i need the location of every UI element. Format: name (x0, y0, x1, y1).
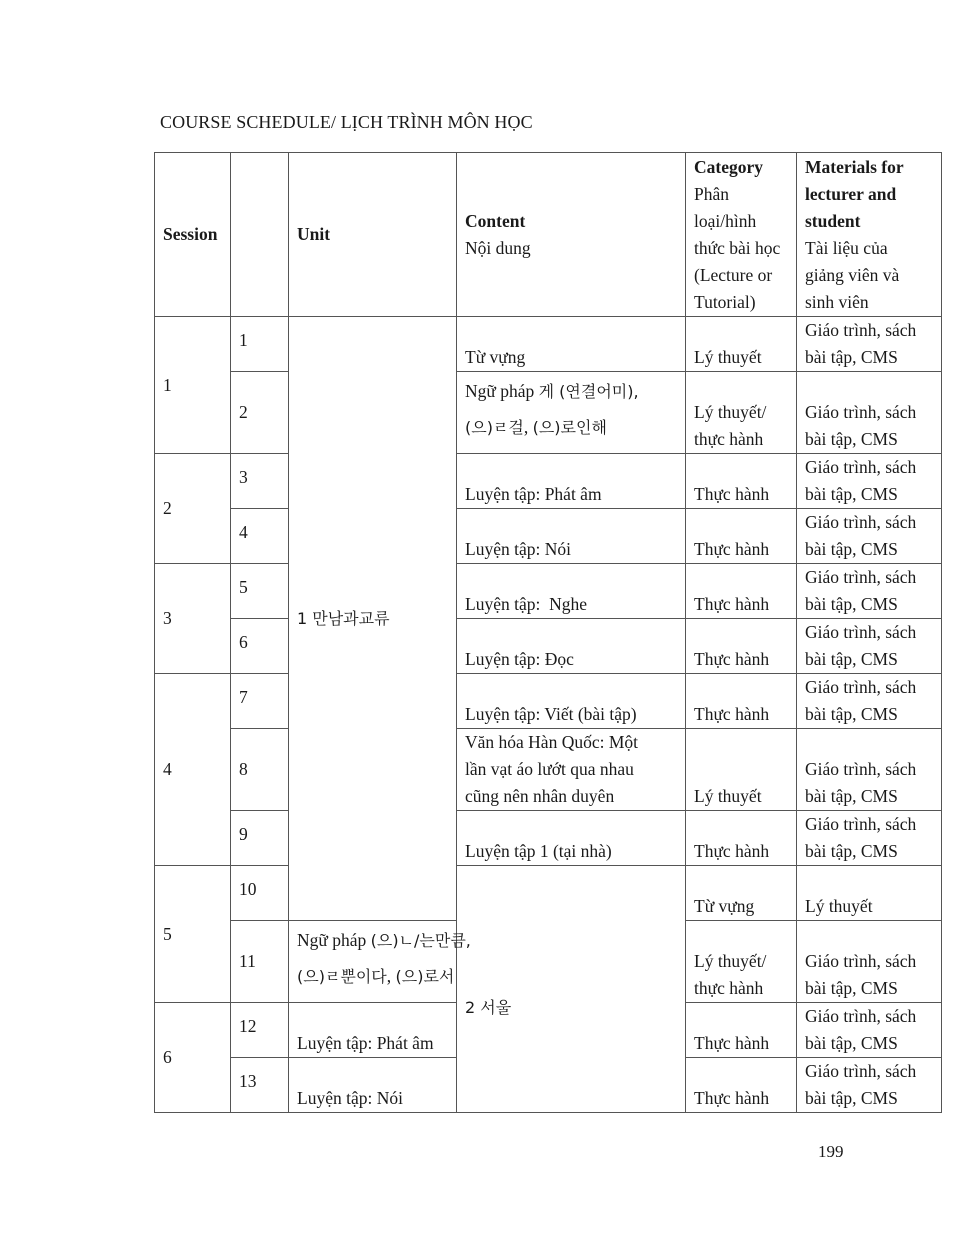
header-category-en: Category (694, 156, 764, 177)
table-row (155, 729, 942, 811)
table-row (155, 674, 942, 729)
content-separator: , (386, 966, 396, 986)
content-separator: , (523, 417, 533, 437)
content-cell: Luyện tập: Đọc (457, 619, 686, 674)
materials-line-1: Giáo trình, sách (805, 1061, 917, 1081)
header-unit: Unit (289, 153, 457, 317)
row-number: 9 (231, 811, 289, 866)
row-number: 5 (231, 564, 289, 619)
materials-line-2: bài tập, CMS (805, 841, 898, 861)
header-materials-vi-1: Tài liệu của (805, 237, 888, 258)
category-line-2: thực hành (694, 978, 764, 998)
category-cell: Lý thuyết (686, 729, 797, 811)
category-cell: Thực hành (686, 674, 797, 729)
header-materials-3: student (805, 210, 861, 231)
content-korean: (으)ㄴ/는만큼, (370, 931, 471, 950)
category-line-1: Lý thuyết/ (694, 951, 767, 971)
materials-line-1: Giáo trình, sách (805, 512, 917, 532)
course-schedule-table (154, 152, 942, 1113)
content-cell: Từ vựng (457, 317, 686, 372)
category-cell (686, 372, 797, 454)
content-cell: Luyện tập 1 (tại nhà) (457, 811, 686, 866)
category-line-2: thực hành (694, 429, 764, 449)
table-row (155, 317, 942, 372)
materials-line-1: Giáo trình, sách (805, 320, 917, 340)
content-cell: Từ vựng (686, 866, 797, 921)
row-number: 3 (231, 454, 289, 509)
materials-line-1: Giáo trình, sách (805, 622, 917, 642)
session-cell: 5 (155, 866, 231, 1003)
content-line-2 (297, 958, 455, 995)
materials-cell (797, 372, 942, 454)
content-line-2 (465, 409, 677, 446)
table-row (155, 509, 942, 564)
materials-cell (797, 1058, 942, 1113)
table-row (155, 372, 942, 454)
materials-cell (797, 619, 942, 674)
materials-line-1: Giáo trình, sách (805, 759, 917, 779)
content-cell: Luyện tập: Nghe (457, 564, 686, 619)
materials-line-1: Giáo trình, sách (805, 457, 917, 477)
row-number: 13 (231, 1058, 289, 1113)
content-text: Ngữ pháp (465, 381, 539, 401)
content-line-1: Văn hóa Hàn Quốc: Một (465, 732, 639, 752)
header-materials (797, 153, 942, 317)
unit-cell (289, 317, 457, 921)
materials-line-2: bài tập, CMS (805, 649, 898, 669)
category-cell: Thực hành (686, 564, 797, 619)
table-row (155, 454, 942, 509)
header-category-vi-3: thức bài học (694, 237, 781, 258)
materials-line-2: bài tập, CMS (805, 786, 898, 806)
materials-line-1: Giáo trình, sách (805, 951, 917, 971)
materials-line-2: bài tập, CMS (805, 484, 898, 504)
materials-line-1: Giáo trình, sách (805, 814, 917, 834)
content-cell: Luyện tập: Viết (bài tập) (457, 674, 686, 729)
header-category (686, 153, 797, 317)
content-cell: Luyện tập: Phát âm (457, 454, 686, 509)
row-number: 2 (231, 372, 289, 454)
page-number: 199 (818, 1142, 844, 1161)
content-korean: (으)로인해 (532, 418, 607, 437)
content-cell: Luyện tập: Nói (457, 509, 686, 564)
category-cell (686, 921, 797, 1003)
materials-line-2: bài tập, CMS (805, 347, 898, 367)
content-cell: Luyện tập: Phát âm (289, 1003, 457, 1058)
category-cell: Thực hành (686, 1003, 797, 1058)
session-cell: 1 (155, 317, 231, 454)
row-number: 4 (231, 509, 289, 564)
header-materials-2: lecturer and (805, 183, 897, 204)
table-row (155, 564, 942, 619)
row-number: 7 (231, 674, 289, 729)
unit-label: 2 서울 (465, 997, 512, 1017)
session-cell: 6 (155, 1003, 231, 1113)
row-number: 11 (231, 921, 289, 1003)
table-row (155, 619, 942, 674)
session-cell: 2 (155, 454, 231, 564)
category-cell: Thực hành (686, 509, 797, 564)
materials-cell (797, 921, 942, 1003)
materials-line-1: Giáo trình, sách (805, 1006, 917, 1026)
unit-cell (457, 866, 686, 1113)
content-cell: Luyện tập: Nói (289, 1058, 457, 1113)
table-row (155, 811, 942, 866)
content-korean: (으)로서 (395, 967, 455, 986)
header-content-vi: Nội dung (465, 237, 531, 258)
materials-cell (797, 1003, 942, 1058)
materials-cell (797, 811, 942, 866)
category-cell: Thực hành (686, 811, 797, 866)
category-cell: Thực hành (686, 619, 797, 674)
materials-cell (797, 317, 942, 372)
materials-line-2: bài tập, CMS (805, 594, 898, 614)
content-korean: (으)ㄹ뿐이다 (297, 967, 387, 986)
session-cell: 3 (155, 564, 231, 674)
materials-line-1: Giáo trình, sách (805, 567, 917, 587)
materials-line-2: bài tập, CMS (805, 539, 898, 559)
row-number: 12 (231, 1003, 289, 1058)
header-materials-vi-2: giảng viên và (805, 264, 900, 285)
category-cell: Lý thuyết (797, 866, 942, 921)
materials-cell (797, 729, 942, 811)
row-number: 10 (231, 866, 289, 921)
row-number: 6 (231, 619, 289, 674)
unit-label: 1 만남과교류 (297, 609, 390, 628)
header-session: Session (155, 153, 231, 317)
materials-cell (797, 509, 942, 564)
materials-line-2: bài tập, CMS (805, 704, 898, 724)
content-cell (457, 372, 686, 454)
category-cell: Thực hành (686, 454, 797, 509)
materials-line-2: bài tập, CMS (805, 978, 898, 998)
materials-cell (797, 564, 942, 619)
content-text: Ngữ pháp (297, 930, 371, 950)
header-content (457, 153, 686, 317)
content-cell (457, 729, 686, 811)
materials-line-2: bài tập, CMS (805, 429, 898, 449)
content-line-1 (297, 923, 471, 958)
materials-cell (797, 454, 942, 509)
header-materials-vi-3: sinh viên (805, 291, 869, 312)
header-materials-1: Materials for (805, 156, 904, 177)
category-line-1: Lý thuyết/ (694, 402, 767, 422)
category-cell: Lý thuyết (686, 317, 797, 372)
document-title: COURSE SCHEDULE/ LỊCH TRÌNH MÔN HỌC (160, 112, 533, 132)
content-cell (289, 921, 471, 1003)
content-line-2: lần vạt áo lướt qua nhau (465, 759, 634, 779)
session-cell: 4 (155, 674, 231, 866)
header-category-vi-1: Phân (694, 183, 729, 204)
materials-line-1: Giáo trình, sách (805, 677, 917, 697)
materials-line-1: Giáo trình, sách (805, 402, 917, 422)
header-category-vi-4: (Lecture or (694, 264, 773, 285)
content-line-3: cũng nên nhân duyên (465, 786, 615, 806)
row-number: 8 (231, 729, 289, 811)
header-category-vi-5: Tutorial) (694, 291, 756, 312)
content-korean: 게 (연결어미), (538, 382, 639, 401)
materials-cell (797, 674, 942, 729)
header-blank (231, 153, 289, 317)
table-header-row (155, 153, 942, 317)
row-number: 1 (231, 317, 289, 372)
materials-line-2: bài tập, CMS (805, 1088, 898, 1108)
content-korean: (으)ㄹ걸 (465, 418, 524, 437)
content-line-1 (465, 374, 677, 409)
header-content-en: Content (465, 210, 526, 231)
category-cell: Thực hành (686, 1058, 797, 1113)
table-row (155, 866, 942, 921)
header-category-vi-2: loại/hình (694, 210, 757, 231)
materials-line-2: bài tập, CMS (805, 1033, 898, 1053)
